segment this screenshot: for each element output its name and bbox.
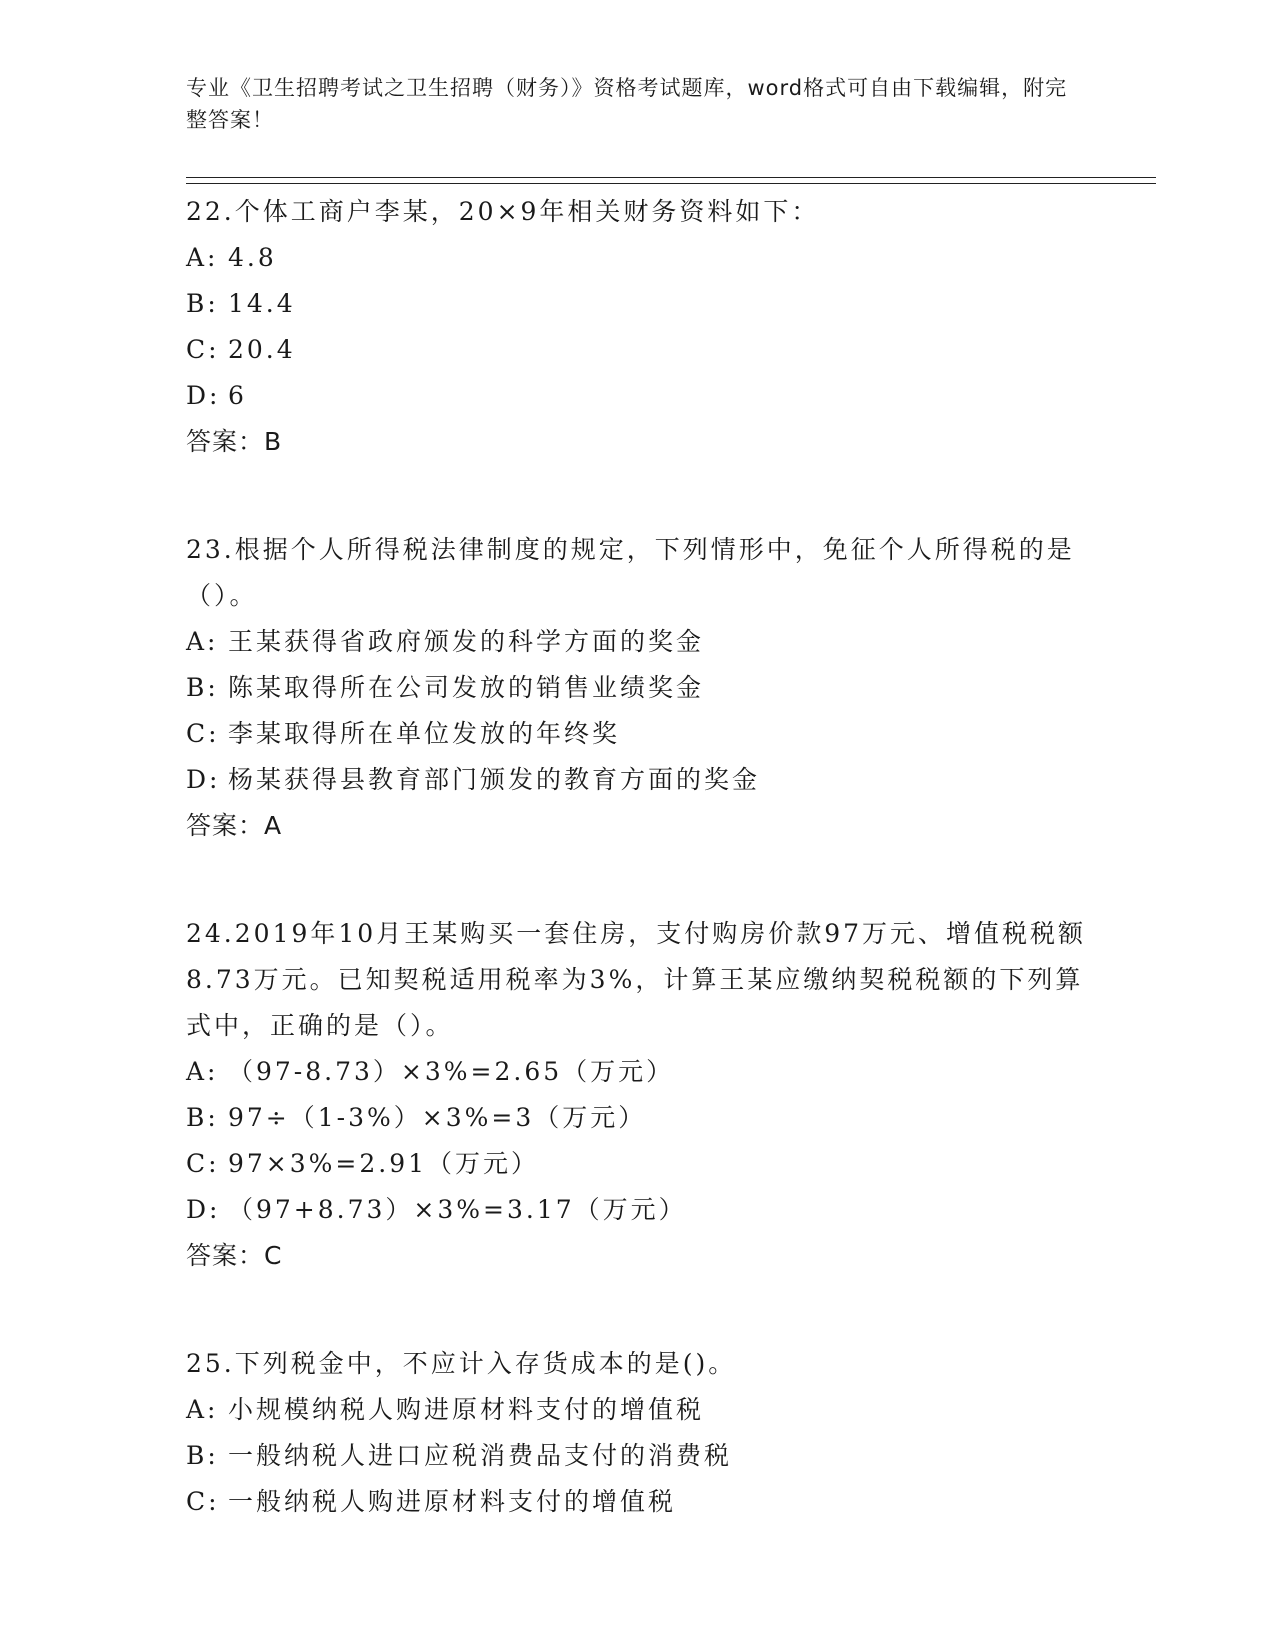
- answer-label: 答案：: [186, 427, 265, 456]
- question-stem: 23.根据个人所得税法律制度的规定，下列情形中，免征个人所得税的是（）。: [186, 535, 1075, 610]
- option-text: 6: [228, 381, 247, 410]
- option-b: [186, 1095, 1086, 1141]
- option-letter: A:: [186, 627, 219, 656]
- option-text: 杨某获得县教育部门颁发的教育方面的奖金: [228, 765, 761, 794]
- option-text: 14.4: [228, 289, 296, 318]
- option-letter: C:: [186, 335, 220, 364]
- option-b: [186, 665, 1086, 711]
- option-letter: A:: [186, 1395, 219, 1424]
- header-divider-top: [186, 177, 1156, 178]
- answer-line: [186, 1233, 1086, 1279]
- answer-label: 答案：: [186, 811, 265, 840]
- option-a: [186, 235, 1086, 281]
- option-text: 一般纳税人购进原材料支付的增值税: [228, 1487, 677, 1516]
- answer-value: A: [264, 811, 283, 840]
- option-letter: A:: [186, 1057, 219, 1086]
- option-text: 97÷（1-3%）×3%=3（万元）: [228, 1103, 647, 1132]
- option-text: 小规模纳税人购进原材料支付的增值税: [228, 1395, 705, 1424]
- document-header: 专业《卫生招聘考试之卫生招聘（财务）》资格考试题库，word格式可自由下载编辑，附完整答案！: [186, 76, 1068, 132]
- option-letter: C:: [186, 719, 220, 748]
- option-letter: C:: [186, 1487, 220, 1516]
- option-text: 20.4: [228, 335, 296, 364]
- question-24: [186, 911, 1086, 1279]
- option-a: [186, 1387, 1086, 1433]
- question-stem: 25.下列税金中，不应计入存货成本的是()。: [186, 1349, 737, 1378]
- answer-value: C: [264, 1241, 283, 1270]
- option-text: （97+8.73）×3%=3.17（万元）: [228, 1195, 687, 1224]
- question-22: [186, 189, 1086, 465]
- option-c: [186, 711, 1086, 757]
- header-divider-bottom: [186, 183, 1156, 184]
- option-b: [186, 1433, 1086, 1479]
- option-text: 4.8: [228, 243, 277, 272]
- option-c: [186, 1141, 1086, 1187]
- option-text: 李某取得所在单位发放的年终奖: [228, 719, 621, 748]
- option-d: [186, 373, 1086, 419]
- option-text: 陈某取得所在公司发放的销售业绩奖金: [228, 673, 705, 702]
- option-d: [186, 757, 1086, 803]
- option-a: [186, 619, 1086, 665]
- answer-line: [186, 419, 1086, 465]
- answer-label: 答案：: [186, 1241, 265, 1270]
- option-letter: C:: [186, 1149, 220, 1178]
- question-25: [186, 1341, 1086, 1525]
- option-letter: A:: [186, 243, 219, 272]
- option-d: [186, 1187, 1086, 1233]
- option-letter: B:: [186, 673, 219, 702]
- option-text: 王某获得省政府颁发的科学方面的奖金: [228, 627, 705, 656]
- answer-line: [186, 803, 1086, 849]
- question-stem: 24.2019年10月王某购买一套住房，支付购房价款97万元、增值税税额8.73万元。已知契税适用税率为3%，计算王某应缴纳契税税额的下列算式中，正确的是（）。: [186, 919, 1087, 1040]
- option-text: 一般纳税人进口应税消费品支付的消费税: [228, 1441, 733, 1470]
- option-letter: B:: [186, 1103, 219, 1132]
- option-a: [186, 1049, 1086, 1095]
- question-23: [186, 527, 1086, 849]
- option-b: [186, 281, 1086, 327]
- option-letter: D:: [186, 381, 221, 410]
- option-text: （97-8.73）×3%=2.65（万元）: [228, 1057, 675, 1086]
- option-letter: D:: [186, 765, 221, 794]
- option-letter: B:: [186, 289, 219, 318]
- option-letter: D:: [186, 1195, 221, 1224]
- option-c: [186, 1479, 1086, 1525]
- option-text: 97×3%=2.91（万元）: [228, 1149, 540, 1178]
- answer-value: B: [264, 427, 283, 456]
- question-list: [186, 189, 1086, 1587]
- question-stem: 22.个体工商户李某，20×9年相关财务资料如下：: [186, 197, 820, 226]
- option-c: [186, 327, 1086, 373]
- option-letter: B:: [186, 1441, 219, 1470]
